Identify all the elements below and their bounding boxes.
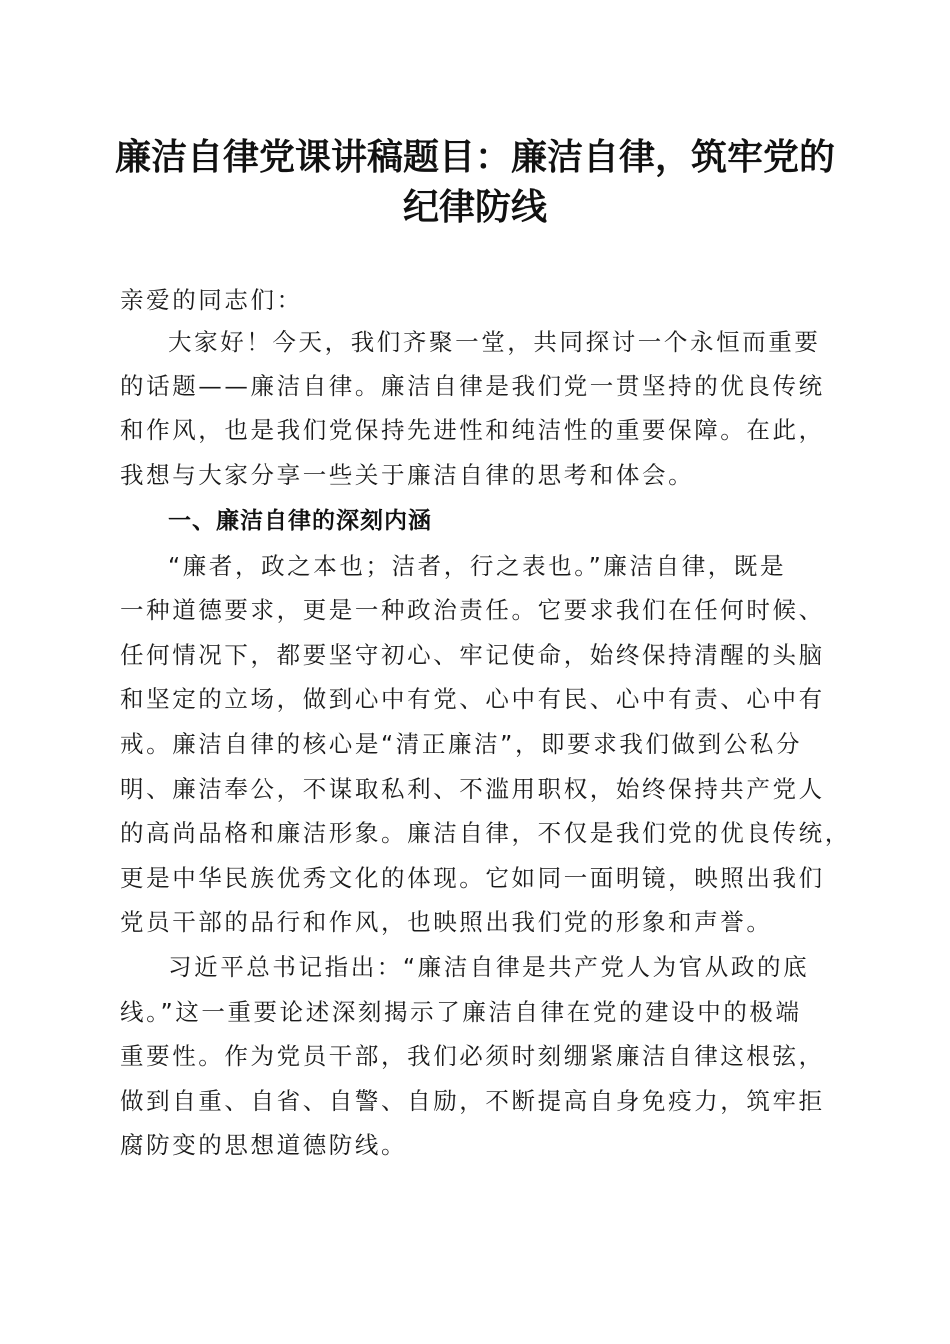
paragraph-1-line-2: 的话题——廉洁自律。廉洁自律是我们党一贯坚持的优良传统 [120, 372, 825, 400]
paragraph-3-line-4: 做到自重、自省、自警、自励，不断提高自身免疫力，筑牢拒 [120, 1087, 825, 1115]
paragraph-2-line-3: 任何情况下，都要坚守初心、牢记使命，始终保持清醒的头脑 [120, 641, 825, 669]
paragraph-3-line-2: 线。”这一重要论述深刻揭示了廉洁自律在党的建设中的极端 [120, 998, 802, 1026]
paragraph-2-line-5: 戒。廉洁自律的核心是“清正廉洁”，即要求我们做到公私分 [120, 730, 803, 758]
paragraph-1-line-1: 大家好！今天，我们齐聚一堂，共同探讨一个永恒而重要 [168, 328, 821, 356]
paragraph-2-line-2: 一种道德要求，更是一种政治责任。它要求我们在任何时候、 [120, 596, 825, 624]
section-heading-1: 一、廉洁自律的深刻内涵 [168, 508, 432, 534]
paragraph-3-line-5: 腐防变的思想道德防线。 [120, 1131, 408, 1159]
paragraph-2-line-4: 和坚定的立场，做到心中有党、心中有民、心中有责、心中有 [120, 685, 825, 713]
document-title-line-1: 廉洁自律党课讲稿题目：廉洁自律，筑牢党的 [114, 136, 835, 178]
paragraph-1-line-4: 我想与大家分享一些关于廉洁自律的思考和体会。 [120, 461, 695, 489]
paragraph-2-line-8: 更是中华民族优秀文化的体现。它如同一面明镜，映照出我们 [120, 864, 825, 892]
document-title-line-2: 纪律防线 [402, 186, 547, 228]
paragraph-2-line-1: “廉者，政之本也；洁者，行之表也。”廉洁自律，既是 [168, 552, 787, 580]
salutation: 亲爱的同志们： [120, 286, 303, 314]
paragraph-3-line-1: 习近平总书记指出：“廉洁自律是共产党人为官从政的底 [168, 953, 810, 981]
paragraph-2-line-9: 党员干部的品行和作风，也映照出我们党的形象和声誉。 [120, 908, 773, 936]
paragraph-2-line-6: 明、廉洁奉公，不谋取私利、不滥用职权，始终保持共产党人 [120, 775, 825, 803]
paragraph-1-line-3: 和作风，也是我们党保持先进性和纯洁性的重要保障。在此， [120, 416, 825, 444]
paragraph-2-line-7: 的高尚品格和廉洁形象。廉洁自律，不仅是我们党的优良传统， [120, 819, 851, 847]
paragraph-3-line-3: 重要性。作为党员干部，我们必须时刻绷紧廉洁自律这根弦， [120, 1042, 825, 1070]
